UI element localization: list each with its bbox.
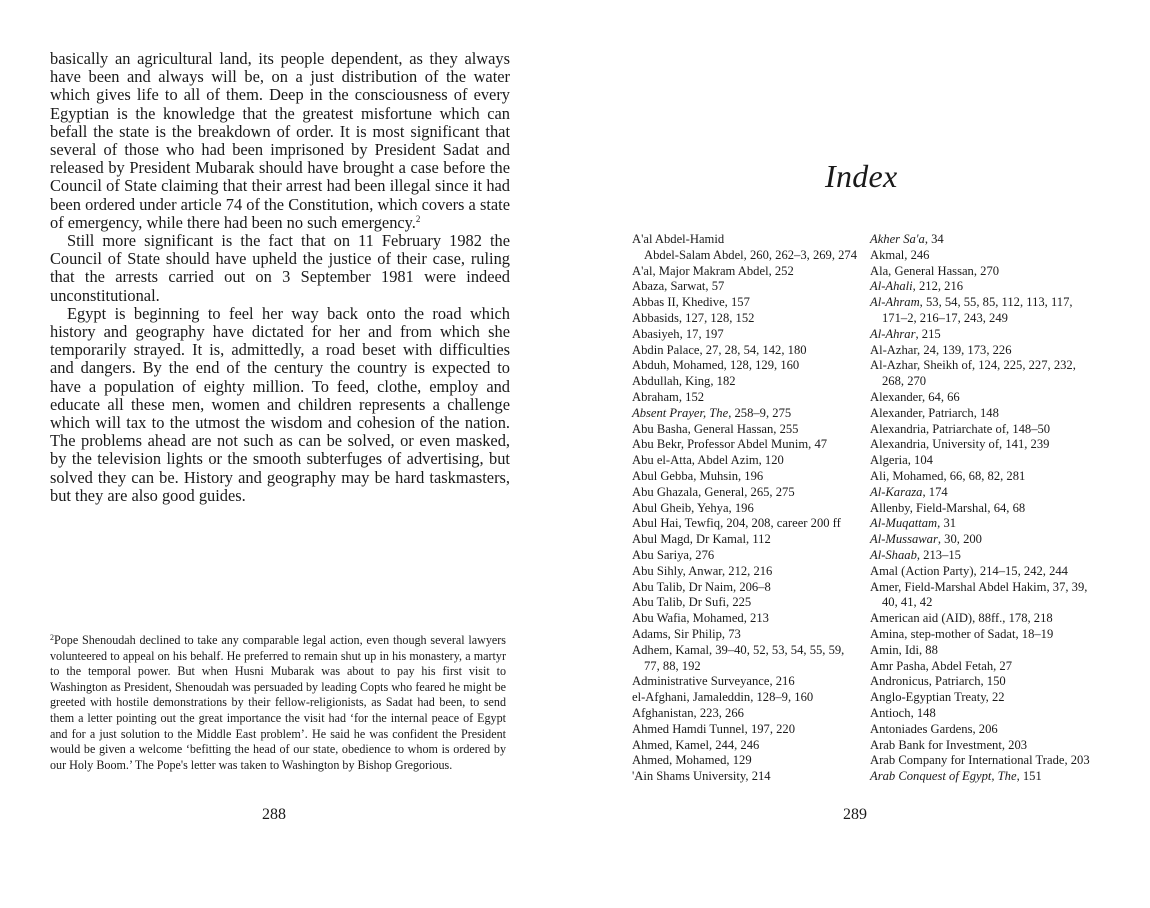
right-page <box>575 0 1150 908</box>
index-entry-title: Arab Conquest of Egypt, The <box>870 769 1017 784</box>
index-entry: Al-Mussawar, 30, 200 <box>870 532 982 547</box>
index-entry: Algeria, 104 <box>870 453 933 468</box>
index-entry: Al-Karaza, 174 <box>870 484 948 499</box>
index-entry: Amina, step-mother of Sadat, 18–19 <box>870 626 1054 641</box>
index-entry: Abul Magd, Dr Kamal, 112 <box>632 532 771 547</box>
index-entry: Alexandria, University of, 141, 239 <box>870 437 1050 452</box>
index-entry: Abbasids, 127, 128, 152 <box>632 310 755 325</box>
index-entry: Amer, Field-Marshal Abdel Hakim, 37, 39, 40, 41, 42 <box>870 579 1088 610</box>
index-entry: Abul Gebba, Muhsin, 196 <box>632 468 764 483</box>
index-entry: 'Ain Shams University, 214 <box>632 769 771 784</box>
index-entry: Anglo-Egyptian Treaty, 22 <box>870 690 1005 705</box>
index-entry: Alexander, Patriarch, 148 <box>870 405 999 420</box>
page-number-right: 289 <box>843 806 867 823</box>
index-entry: Alexander, 64, 66 <box>870 389 960 404</box>
index-entry: Al-Azhar, Sheikh of, 124, 225, 227, 232, 268, 270 <box>870 358 1076 389</box>
index-entry: Abu Talib, Dr Sufi, 225 <box>632 595 752 610</box>
paragraph-2: Still more significant is the fact that on 11 February 1982 the Council of State should have upheld the justice of their case, ruling that the arrests carried out on 3 September 1981 were indeed unconstitutional. <box>50 231 510 305</box>
index-entry: Antoniades Gardens, 206 <box>870 721 998 736</box>
index-entry: Ala, General Hassan, 270 <box>870 263 1000 278</box>
page-number-left: 288 <box>262 806 286 823</box>
index-entry-title: Absent Prayer, The <box>632 405 729 420</box>
index-entry: Ali, Mohamed, 66, 68, 82, 281 <box>870 468 1026 483</box>
paragraph-1 <box>50 50 510 232</box>
index-entry: Andronicus, Patriarch, 150 <box>870 674 1006 689</box>
index-entry: Al-Ahram, 53, 54, 55, 85, 112, 113, 117, 171–2, 216–17, 243, 249 <box>870 295 1073 325</box>
index-entry: Abu Sihly, Anwar, 212, 216 <box>632 563 773 578</box>
index-entry: Adams, Sir Philip, 73 <box>632 626 741 641</box>
index-entry-title: Al-Shaab <box>870 547 917 562</box>
footnote-text: Pope Shenoudah declined to take any comparable legal action, even though several lawyers volunteered to appeal on his behalf. He preferred to remain shut up in his monastery, a martyr to the temporal power. But when Husni Mubarak was about to pay his first visit to Washington as President, Shenoudah was persuaded by leading Copts who feared he might be greeted with hostile demonstrations by their fellow-religionists, as Sadat had been, to send them a letter pointing out the great importance the visit had ‘for the internal peace of Egypt and for a just solution to the Middle East problem’. He said he was confident the President would be given a welcome ‘befitting the head of our state, obedience to whom is ordered by our Holy Boom.’ The Pope's letter was taken to Washington by Bishop Gregorious. <box>50 633 506 772</box>
index-entry: Allenby, Field-Marshal, 64, 68 <box>870 500 1026 515</box>
paragraph-3: Egypt is beginning to feel her way back onto the road which history and geography have dictated for her and from which she temporarily strayed. It is, admittedly, a road beset with difficulties and dangers. By the end of the century the country is expected to have a population of eighty million. To feed, clothe, employ and educate all these men, women and children represents a challenge which will tax to the utmost the wisdom and cohesion of the nation. The problems ahead are not such as can be solved, or even masked, by the television lights or the smooth subterfuges of advertising, but solved they can be. History and geography may be hard taskmasters, but they are also good guides. <box>50 303 510 505</box>
index-entry: Ahmed, Mohamed, 129 <box>632 753 752 768</box>
footnote-reference: 2 <box>415 213 421 224</box>
index-column-2 <box>870 232 1100 785</box>
index-entry: A'al, Major Makram Abdel, 252 <box>632 263 794 278</box>
index-entry-title: Al-Ahali <box>870 279 913 294</box>
index-entry: Abdel-Salam Abdel, 260, 262–3, 269, 274 <box>644 247 858 262</box>
index-entry-title: Al-Ahram <box>870 295 920 310</box>
index-entry: Al-Ahrar, 215 <box>870 326 941 341</box>
index-entry: Alexandria, Patriarchate of, 148–50 <box>870 421 1051 436</box>
index-entry: American aid (AID), 88ff., 178, 218 <box>870 611 1053 626</box>
index-entry: Abduh, Mohamed, 128, 129, 160 <box>632 358 800 373</box>
index-entry: Abaza, Sarwat, 57 <box>632 279 725 294</box>
index-entry: Administrative Surveyance, 216 <box>632 674 795 689</box>
index-entry: Al-Muqattam, 31 <box>870 516 957 531</box>
index-entry: Abbas II, Khedive, 157 <box>632 295 750 310</box>
index-entry: Al-Azhar, 24, 139, 173, 226 <box>870 342 1012 357</box>
index-title: Index <box>825 158 898 194</box>
index-entry: Akmal, 246 <box>870 247 930 262</box>
index-entry: Abu Bekr, Professor Abdel Munim, 47 <box>632 437 828 452</box>
body-text <box>50 50 510 505</box>
index-entry: Al-Ahali, 212, 216 <box>870 279 964 294</box>
index-entry: Antioch, 148 <box>870 705 936 720</box>
index-entry: Ahmed Hamdi Tunnel, 197, 220 <box>632 721 796 736</box>
index-entry-title: Al-Muqattam <box>870 516 938 531</box>
index-entry: Abu el-Atta, Abdel Azim, 120 <box>632 453 784 468</box>
index-entry: Al-Shaab, 213–15 <box>870 547 961 562</box>
footnote <box>50 633 506 773</box>
index-entry: Abdullah, King, 182 <box>632 374 736 389</box>
index-entry: Abasiyeh, 17, 197 <box>632 326 724 341</box>
index-entry: Abu Talib, Dr Naim, 206–8 <box>632 579 771 594</box>
index-entry: Abul Gheib, Yehya, 196 <box>632 500 754 515</box>
index-entry: Adhem, Kamal, 39–40, 52, 53, 54, 55, 59, 77, 88, 192 <box>632 642 845 673</box>
index-entry: Abu Ghazala, General, 265, 275 <box>632 484 795 499</box>
index-entry: Abu Basha, General Hassan, 255 <box>632 421 799 436</box>
index-entry-title: Al-Karaza <box>870 484 923 499</box>
index-entry: Abraham, 152 <box>632 389 705 404</box>
footnote-marker: 2 <box>50 633 54 642</box>
index-entry: Abu Wafia, Mohamed, 213 <box>632 611 769 626</box>
index-entry: Absent Prayer, The, 258–9, 275 <box>632 405 792 420</box>
index-entry: Amr Pasha, Abdel Fetah, 27 <box>870 658 1013 673</box>
index-entry: Amin, Idi, 88 <box>870 642 938 657</box>
index-entry: Akher Sa'a, 34 <box>870 232 944 246</box>
index-entry: A'al Abdel-Hamid <box>632 232 725 246</box>
index-entry: Abul Hai, Tewfiq, 204, 208, career 200 ff <box>632 516 841 531</box>
index-column-1 <box>632 232 862 785</box>
index-entry: Afghanistan, 223, 266 <box>632 705 744 720</box>
index-entry: Arab Company for International Trade, 203 <box>870 753 1090 768</box>
index-entry-title: Al-Ahrar <box>870 326 916 341</box>
index-entry: el-Afghani, Jamaleddin, 128–9, 160 <box>632 690 814 705</box>
index-entry-title: Al-Mussawar <box>870 532 938 547</box>
index-entry: Amal (Action Party), 214–15, 242, 244 <box>870 563 1068 578</box>
index-entry: Ahmed, Kamel, 244, 246 <box>632 737 760 752</box>
index-entry: Abdin Palace, 27, 28, 54, 142, 180 <box>632 342 807 357</box>
index-entry: Arab Conquest of Egypt, The, 151 <box>870 769 1042 784</box>
index-entry-title: Akher Sa'a <box>870 232 925 246</box>
index-entry: Arab Bank for Investment, 203 <box>870 737 1028 752</box>
index-entry: Abu Sariya, 276 <box>632 547 715 562</box>
paragraph-1-text: basically an agricultural land, its people dependent, as they always have been and always will be, on a just distribution of the water which gives life to all of them. Deep in the consciousness of every Egyptian is the knowledge that the greatest misfortune which can befall the state is the breakdown of order. It is most significant that several of those who had been imprisoned by President Sadat and released by President Mubarak should have brought a case before the Council of State claiming that their arrest had been illegal since it had been ordered under article 74 of the Constitution, which covers a state of emergency, while there had been no such emergency. <box>50 49 510 232</box>
